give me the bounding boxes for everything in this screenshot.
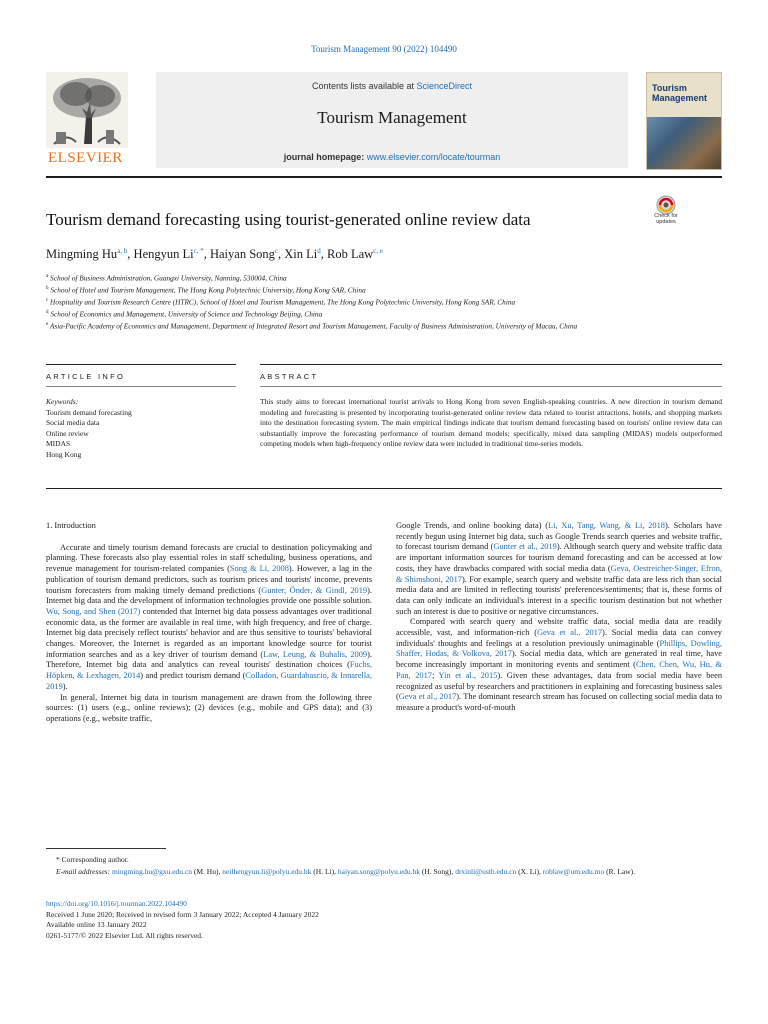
citation-link[interactable]: Geva et al., 2017 [537, 628, 603, 638]
citation-link[interactable]: Yin et al., 2015 [438, 670, 498, 680]
email-owner: (H. Song), [419, 866, 456, 876]
copyright: 0261-5177/© 2022 Elsevier Ltd. All rights reserved. [46, 930, 203, 940]
abstract-bottom-rule [46, 488, 722, 489]
affiliation-key: e [46, 321, 49, 327]
author-separator: , [127, 247, 134, 262]
affiliation [46, 320, 722, 332]
author-affiliation-marker[interactable]: c, * [193, 247, 204, 255]
author-separator: , [278, 247, 285, 262]
publisher-wordmark: ELSEVIER [48, 150, 123, 166]
author-name: Haiyan Song [209, 247, 275, 262]
text-run: ). Internet big data and the development of information technologies provide one possible solution. [46, 585, 372, 606]
email-owner: (X. Li), [516, 866, 543, 876]
affiliation-text: School of Economics and Management, University of Science and Technology Beijing, China [48, 309, 323, 319]
author-separator: , [320, 247, 327, 262]
paragraph [396, 521, 722, 617]
affiliation-key: b [46, 285, 49, 291]
affiliation [46, 272, 722, 284]
keyword: Hong Kong [46, 449, 82, 459]
text-run: ). Social media data, which are generated in real time, have become increasingly important in monitoring events and sentiment ( [396, 649, 722, 670]
citation-link[interactable]: Colladon, Guardabascio, & Innarella, 2019 [46, 671, 372, 691]
article-metadata [46, 899, 722, 941]
affiliation-text: School of Business Administration, Guangxi University, Nanning, 530004, China [48, 273, 287, 283]
right-paragraphs [396, 521, 722, 714]
article-info-subrule [46, 386, 236, 387]
body-column-right [396, 521, 722, 714]
author-separator: , [203, 247, 210, 262]
homepage-line [156, 152, 628, 162]
email-owner: (R. Law). [604, 866, 636, 876]
paragraph [46, 693, 372, 725]
keywords-block [46, 397, 196, 460]
paragraph [46, 543, 372, 693]
citation-link[interactable]: Wu, Song, and Shen (2017) [46, 606, 141, 616]
text-run: ) and predict tourism demand ( [140, 671, 246, 681]
article-title: Tourism demand forecasting using tourist-generated online review data [46, 210, 531, 229]
affiliation-key: d [46, 309, 49, 315]
section-heading-introduction: 1. Introduction [46, 521, 96, 530]
footnote-divider [46, 848, 166, 849]
left-paragraphs [46, 543, 372, 725]
email-link[interactable]: mingming.hu@gxu.edu.cn [111, 866, 192, 876]
author-name: Mingming Hu [46, 247, 118, 262]
article-info-rule [46, 364, 236, 365]
abstract-heading: ABSTRACT [260, 372, 319, 381]
email-label: E-mail addresses: [56, 866, 112, 876]
affiliation-text: Asia-Pacific Academy of Economics and Management, Department of Integrated Resort and Tourism Management, Faculty of Business Administration, University of Macau, China [48, 321, 578, 331]
received-dates: Received 1 June 2020; Received in revised form 3 January 2022; Accepted 4 January 2022 [46, 909, 319, 919]
journal-homepage-link[interactable]: www.elsevier.com/locate/tourman [366, 152, 501, 162]
citation-link[interactable]: Phillips, Dowling, Shaffer, Hodas, & Volkova, 2017 [396, 638, 723, 659]
author-name: Xin Li [284, 247, 318, 262]
body-column-left [46, 521, 372, 725]
text-run: Google Trends, and online booking data) ( [396, 521, 549, 530]
text-run: ). However, a lag in the publication of tourism demand predictors, such as tourism prices and tourists' income, prevents tourism forecasters from making timely demand predictions ( [46, 564, 372, 595]
affiliation-text: Hospitality and Tourism Research Centre (HTRC), School of Hotel and Tourism Management, The Hong Kong Polytechnic University, Hong Kong SAR, China [48, 297, 516, 307]
keywords-label: Keywords: [46, 397, 79, 406]
contents-prefix: Contents lists available at [311, 81, 417, 91]
text-run: In general, Internet big data in tourism management are drawn from the following three sources: (1) users (e.g., online reviews); (2) devices (e.g., mobile and GPS data); and (3) operations (e.g., website traffic, [46, 692, 372, 723]
email-link[interactable]: roblaw@um.edu.mo [542, 866, 605, 876]
affiliation-text: School of Hotel and Tourism Management, The Hong Kong Polytechnic University, Hong Kong SAR, China [48, 285, 366, 295]
footnotes [46, 854, 722, 877]
journal-title: Tourism Management [317, 108, 467, 127]
contents-line [156, 81, 628, 91]
affiliation-list [46, 272, 722, 332]
header-divider [46, 176, 722, 178]
email-owner: (M. Hu), [192, 866, 223, 876]
check-for-updates-label[interactable]: Check for updates [654, 213, 678, 225]
text-run: ). Given these advantages, data from social media have been recognized as useful by researchers and practitioners in explaining and forecasting business sales ( [396, 670, 723, 702]
text-run: Compared with search query and website traffic data, social media data are readily accessible, vast, and information-rich ( [396, 617, 722, 638]
text-run: Accurate and timely tourism demand forecasts are crucial to destination policymaking and planning. These forecasts also play essential roles in staff scheduling, business operations, and revenue management for tourism-related companies ( [46, 542, 372, 574]
affiliation-key: c [46, 297, 49, 303]
abstract-rule [260, 364, 722, 365]
journal-reference[interactable]: Tourism Management 90 (2022) 104490 [311, 44, 457, 54]
cover-image [647, 117, 722, 170]
text-run: ). Scholars have recently begun using Internet big data, such as Google Trends search queries and website traffic, to forecast tourism demand ( [396, 521, 722, 552]
article-info-heading: ARTICLE INFO [46, 372, 126, 381]
author-list [46, 247, 666, 262]
email-link[interactable]: haiyan.song@polyu.edu.hk [337, 866, 420, 876]
citation-link[interactable]: Song & Li, 2008 [229, 564, 289, 574]
text-run: ). Although search query and website traffic data are important information sources for tourism demand forecasting and can be accessed at low costs, they have drawbacks compared with social media data ( [396, 542, 722, 573]
text-run: contended that Internet big data possess advantages over traditional economic data, as the former are available in real time, with high frequency, and free of charge. Internet big data precisely reflect tourists' behavior and are thus sensitive to tourists' behavioral changes. Moreover, the Internet is regarded as an important knowledge source for tourist information searches and as a key driver of tourism demand ( [46, 606, 372, 659]
affiliation [46, 284, 722, 296]
available-online: Available online 13 January 2022 [46, 920, 147, 929]
corresponding-author-note: * Corresponding author. [56, 855, 129, 864]
abstract-text: This study aims to forecast international tourist arrivals to Hong Kong from seven English-speaking countries. A new direction in tourism demand modeling and forecasting is presented by incorporating tourist-generated online review data related to tourist attractions, hotels, and shopping markets into the destination forecasting system. The main empirical findings indicate that tourism demand forecasting based on tourists' online review data can substantially improve the forecasting performance of tourism demand models; specifically, mixed data sampling (MIDAS) models outperformed competing models when high-frequency online review data were included in traditional time-series models. [260, 397, 722, 449]
author-affiliation-marker[interactable]: c [274, 247, 279, 255]
text-run: ). Social media data can convey individuals' thoughts and feelings at a resolution previously unimaginable ( [396, 628, 722, 648]
paragraph [396, 617, 722, 713]
citation-link[interactable]: Geva, Oestreicher-Singer, Efron, & Shimshoni, 2017 [396, 563, 722, 584]
email-link[interactable]: drxinli@ustb.edu.cn [455, 866, 517, 876]
email-owner: (H. Li), [311, 866, 338, 876]
text-run: ). The dominant research stream has focused on collecting social media data to measure a product's word-of-mouth [396, 692, 722, 712]
citation-link[interactable]: Fuchs, Höpken, & Lexhagen, 2014 [46, 660, 372, 681]
keyword: MIDAS [46, 439, 71, 448]
citation-link[interactable]: Geva et al., 2017 [398, 692, 457, 702]
text-run: ). For example, search query and website traffic data are less rich than social media data and are limited in reflecting tourists' preferences/sentiments; that is, these forms of data can only indicate an individual's interest in a specific tourism destination but not whether such an interest is due to positive or negative circumstances. [396, 574, 722, 616]
doi-link[interactable]: https://doi.org/10.1016/j.tourman.2022.104490 [46, 899, 187, 908]
affiliation [46, 308, 722, 320]
keywords-list [46, 408, 196, 461]
citation-link[interactable]: Li, Xu, Tang, Wang, & Li, 2018 [548, 521, 665, 530]
text-run: ; [431, 670, 439, 680]
citation-link[interactable]: Gunter, Önder, & Gindl, 2019 [261, 585, 368, 595]
abstract-subrule [260, 386, 722, 387]
author-name: Hengyun Li [133, 247, 194, 262]
journal-banner [156, 72, 628, 168]
author-name: Rob Law [327, 247, 374, 262]
citation-link[interactable]: Chen, Chen, Wu, Hu, & Pan, 2017 [396, 660, 722, 680]
email-link[interactable]: neilhengyun.li@polyu.edu.hk [222, 866, 312, 876]
journal-cover-thumbnail[interactable] [646, 72, 722, 170]
author-affiliation-marker[interactable]: a, b [117, 247, 128, 255]
keyword: Tourism demand forecasting [46, 407, 132, 417]
homepage-prefix: journal homepage: [283, 152, 367, 162]
affiliation [46, 296, 722, 308]
keyword: Online review [46, 428, 89, 438]
journal-header [46, 72, 722, 172]
citation-link[interactable]: Law, Leung, & Buhalis, 2009 [263, 649, 368, 659]
cover-title: Tourism Management [652, 83, 708, 103]
sciencedirect-link[interactable]: ScienceDirect [416, 81, 473, 91]
author-affiliation-marker[interactable]: d [317, 247, 321, 255]
email-addresses [46, 866, 722, 878]
text-run: ). Therefore, Internet big data and analytics can reveal tourists' destination choices ( [46, 649, 372, 670]
author-affiliation-marker[interactable]: c, e [373, 247, 383, 255]
text-run: ). [62, 681, 68, 691]
affiliation-key: a [46, 274, 49, 279]
keyword: Social media data [46, 418, 100, 427]
citation-link[interactable]: Gunter et al., 2019 [493, 542, 557, 552]
